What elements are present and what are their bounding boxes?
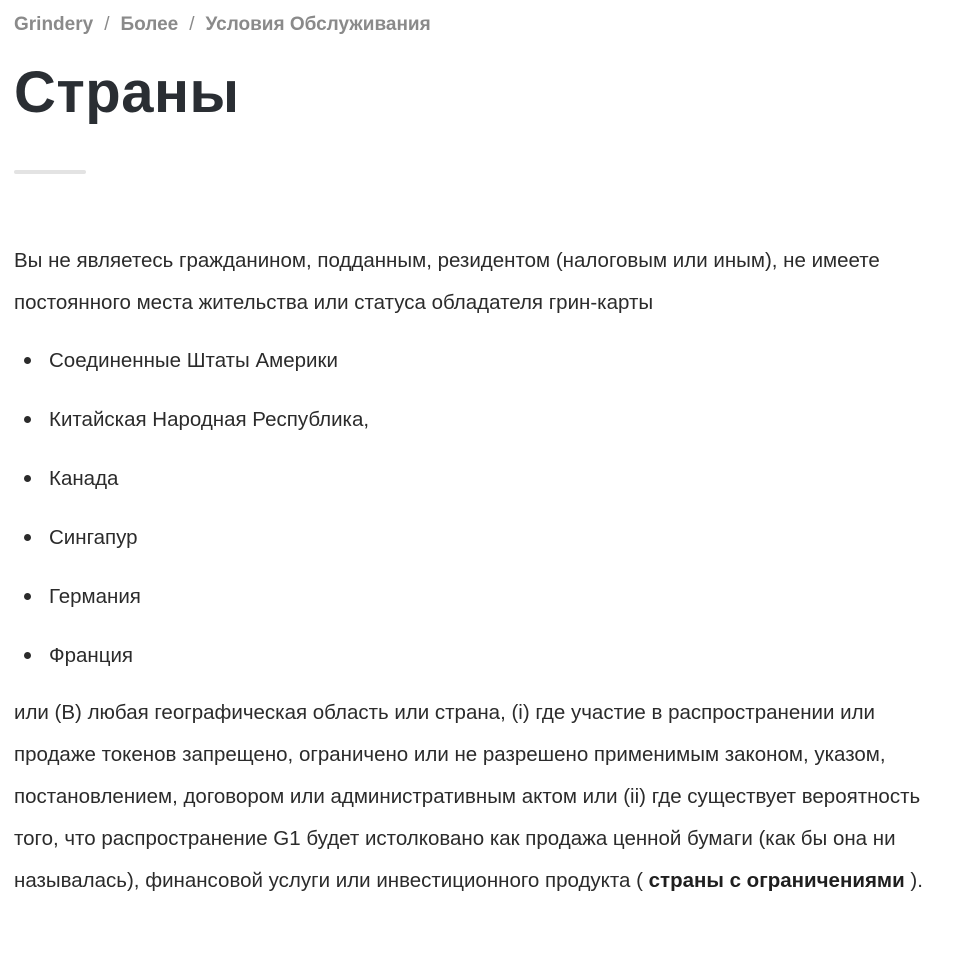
intro-paragraph: Вы не являетесь гражданином, подданным, резидентом (налоговым или иным), не имеете постоянного места жительства или статуса обладателя грин-карты xyxy=(14,249,880,314)
restricted-country-list xyxy=(14,340,369,694)
bullet-icon xyxy=(24,534,31,541)
list-item xyxy=(14,635,369,694)
country-name: Сингапур xyxy=(49,526,138,549)
breadcrumb-item-terms[interactable]: Условия Обслуживания xyxy=(205,14,431,35)
country-name: Китайская Народная Республика, xyxy=(49,408,370,431)
country-name: Соединенные Штаты Америки xyxy=(49,349,338,372)
bullet-icon xyxy=(24,475,31,482)
outro-text: или (B) любая географическая область или страна, (i) где участие в распространении или продаже токенов запрещено, ограничено или не разрешено применимым законом, указом, постановлением, договором или административным актом или (ii) где существует вероятность того, что распространение G1 будет истолковано как продажа ценной бумаги (как бы она ни называлась), финансовой услуги или инвестиционного продукта ( xyxy=(14,701,921,892)
outro-paragraph xyxy=(14,692,944,902)
breadcrumb-item-more[interactable]: Более xyxy=(120,14,179,35)
bullet-icon xyxy=(24,357,31,364)
title-divider xyxy=(14,170,86,174)
bullet-icon xyxy=(24,416,31,423)
outro-text-end: ). xyxy=(904,869,923,892)
restricted-countries-term: страны с ограничениями xyxy=(648,869,905,892)
breadcrumb-item-home[interactable]: Grindery xyxy=(14,14,94,35)
list-item xyxy=(14,517,369,576)
page-title: Страны xyxy=(14,60,240,125)
country-name: Германия xyxy=(49,585,141,608)
bullet-icon xyxy=(24,593,31,600)
breadcrumb xyxy=(14,14,431,36)
country-name: Канада xyxy=(49,467,119,490)
bullet-icon xyxy=(24,652,31,659)
country-name: Франция xyxy=(49,644,134,667)
breadcrumb-separator: / xyxy=(189,14,195,35)
list-item xyxy=(14,576,369,635)
list-item xyxy=(14,399,369,458)
breadcrumb-separator: / xyxy=(104,14,110,35)
list-item xyxy=(14,458,369,517)
list-item xyxy=(14,340,369,399)
